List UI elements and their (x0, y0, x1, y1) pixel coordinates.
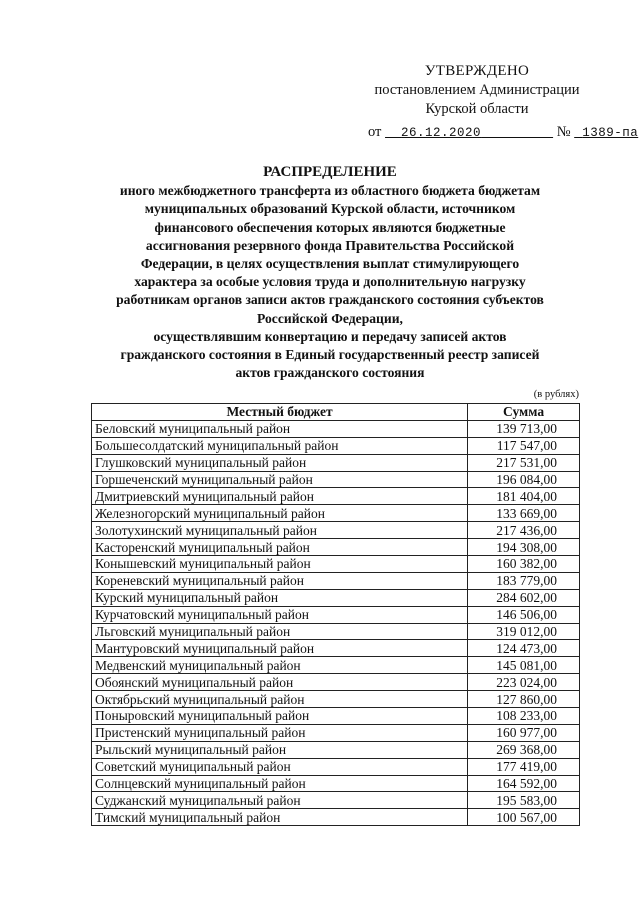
unit-label: (в рублях) (533, 389, 579, 400)
title-line: ассигнования резервного фонда Правительства Российской (145, 237, 515, 253)
header-amount: Сумма (468, 404, 580, 421)
budget-name-cell: Мантуровский муниципальный район (92, 640, 468, 657)
table-row (92, 674, 580, 691)
amount-cell: 124 473,00 (468, 640, 580, 657)
approval-number-value: 1389-па (582, 126, 639, 140)
table-row (92, 556, 580, 573)
title-subtitle (70, 182, 590, 382)
amount-cell: 269 368,00 (468, 741, 580, 758)
amount-cell: 146 506,00 (468, 606, 580, 623)
budget-name-cell: Золотухинский муниципальный район (92, 522, 468, 539)
approval-date-line (362, 123, 639, 143)
table-row (92, 606, 580, 623)
budget-name-cell: Горшеченский муниципальный район (92, 471, 468, 488)
budget-name-cell: Поныровский муниципальный район (92, 708, 468, 725)
table-header-row (92, 404, 580, 421)
approval-line-2: Курской области (425, 101, 529, 117)
title-main: РАСПРЕДЕЛЕНИЕ (263, 164, 397, 180)
table-body (92, 420, 580, 825)
table-row (92, 454, 580, 471)
table-row (92, 471, 580, 488)
approval-heading: УТВЕРЖДЕНО (424, 63, 530, 79)
budget-name-cell: Льговский муниципальный район (92, 623, 468, 640)
amount-cell: 183 779,00 (468, 572, 580, 589)
amount-cell: 160 977,00 (468, 724, 580, 741)
table-row (92, 488, 580, 505)
amount-cell: 217 436,00 (468, 522, 580, 539)
table-row (92, 640, 580, 657)
budget-name-cell: Беловский муниципальный район (92, 420, 468, 437)
title-line: характера за особые условия труда и дополнительную нагрузку (134, 274, 526, 290)
amount-cell: 127 860,00 (468, 691, 580, 708)
budget-name-cell: Обоянский муниципальный район (92, 674, 468, 691)
amount-cell: 284 602,00 (468, 589, 580, 606)
amount-cell: 195 583,00 (468, 792, 580, 809)
approval-date-value: 26.12.2020 (401, 126, 482, 140)
budget-name-cell: Курчатовский муниципальный район (92, 606, 468, 623)
amount-cell: 223 024,00 (468, 674, 580, 691)
budget-name-cell: Дмитриевский муниципальный район (92, 488, 468, 505)
amount-cell: 108 233,00 (468, 708, 580, 725)
amount-cell: 164 592,00 (468, 775, 580, 792)
amount-cell: 177 419,00 (468, 758, 580, 775)
budget-name-cell: Железногорский муниципальный район (92, 505, 468, 522)
budget-name-cell: Рыльский муниципальный район (92, 741, 468, 758)
title-line: актов гражданского состояния (235, 365, 425, 381)
budget-name-cell: Медвенский муниципальный район (92, 657, 468, 674)
approval-date (385, 126, 553, 140)
table-row (92, 437, 580, 454)
number-prefix: № (556, 124, 571, 140)
distribution-table (91, 403, 580, 826)
date-prefix: от (368, 124, 382, 140)
title-line: работникам органов записи актов гражданского состояния субъектов (116, 292, 544, 308)
budget-name-cell: Курский муниципальный район (92, 589, 468, 606)
table-row (92, 792, 580, 809)
approval-stamp (362, 62, 639, 143)
budget-name-cell: Солнцевский муниципальный район (92, 775, 468, 792)
budget-name-cell: Глушковский муниципальный район (92, 454, 468, 471)
amount-cell: 117 547,00 (468, 437, 580, 454)
amount-cell: 217 531,00 (468, 454, 580, 471)
amount-cell: 160 382,00 (468, 556, 580, 573)
title-line: финансового обеспечения которых являются бюджетные (154, 219, 506, 235)
amount-cell: 100 567,00 (468, 809, 580, 826)
title-line: муниципальных образований Курской области, источником (144, 201, 516, 217)
header-local-budget: Местный бюджет (92, 404, 468, 421)
budget-name-cell: Тимский муниципальный район (92, 809, 468, 826)
budget-name-cell: Суджанский муниципальный район (92, 792, 468, 809)
approval-line-1: постановлением Администрации (374, 82, 580, 98)
table-row (92, 724, 580, 741)
title-line: гражданского состояния в Единый государственный реестр записей (120, 347, 540, 363)
budget-name-cell: Советский муниципальный район (92, 758, 468, 775)
amount-cell: 194 308,00 (468, 539, 580, 556)
table-row (92, 809, 580, 826)
table-row (92, 623, 580, 640)
budget-name-cell: Конышевский муниципальный район (92, 556, 468, 573)
budget-name-cell: Касторенский муниципальный район (92, 539, 468, 556)
table-row (92, 522, 580, 539)
table-row (92, 691, 580, 708)
approval-number (574, 126, 638, 140)
title-line: Российской Федерации, (257, 310, 403, 326)
table-row (92, 708, 580, 725)
table-row (92, 758, 580, 775)
table-row (92, 741, 580, 758)
table-row (92, 775, 580, 792)
amount-cell: 319 012,00 (468, 623, 580, 640)
budget-name-cell: Октябрьский муниципальный район (92, 691, 468, 708)
title-line: осуществлявшим конвертацию и передачу записей актов (153, 328, 507, 344)
amount-cell: 133 669,00 (468, 505, 580, 522)
table-row (92, 505, 580, 522)
table-row (92, 657, 580, 674)
table-row (92, 589, 580, 606)
title-line: иного межбюджетного трансферта из областного бюджета бюджетам (119, 183, 541, 199)
budget-name-cell: Пристенский муниципальный район (92, 724, 468, 741)
table-row (92, 420, 580, 437)
amount-cell: 139 713,00 (468, 420, 580, 437)
document-title (70, 163, 590, 382)
table-row (92, 572, 580, 589)
amount-cell: 196 084,00 (468, 471, 580, 488)
amount-cell: 181 404,00 (468, 488, 580, 505)
budget-name-cell: Большесолдатский муниципальный район (92, 437, 468, 454)
budget-name-cell: Кореневский муниципальный район (92, 572, 468, 589)
amount-cell: 145 081,00 (468, 657, 580, 674)
title-line: Федерации, в целях осуществления выплат стимулирующего (140, 256, 520, 272)
table-row (92, 539, 580, 556)
